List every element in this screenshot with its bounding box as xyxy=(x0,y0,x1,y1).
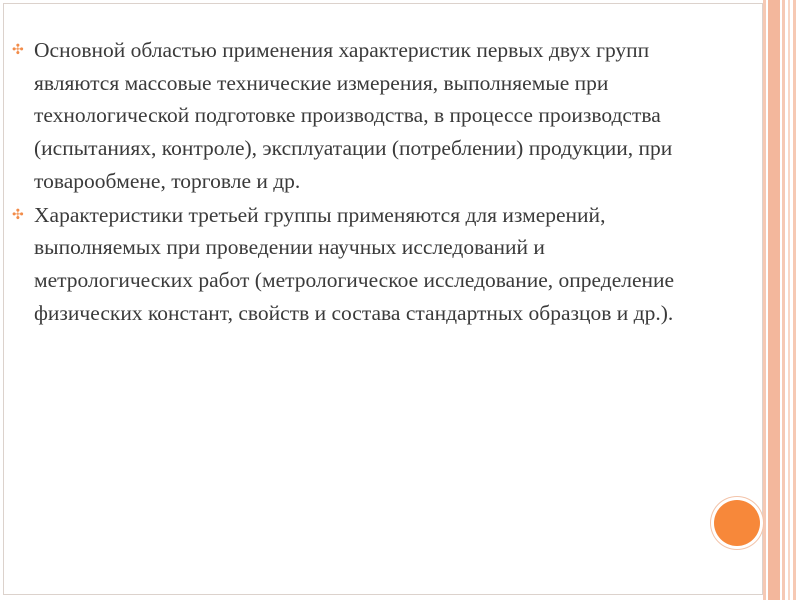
decorative-stripe xyxy=(768,0,780,600)
bullet-list xyxy=(12,34,702,330)
decorative-stripe xyxy=(788,0,790,600)
list-item xyxy=(12,34,702,198)
list-item xyxy=(12,199,702,330)
cross-bullet-icon: ✣ xyxy=(12,42,24,58)
orange-circle-ornament xyxy=(714,500,760,546)
list-item-text: Основной областью применения характеристик первых двух групп являются массовые технические измерения, выполняемые при технологической подготовке производства, в процессе производства (испытаниях, контроле), эксплуатации (потреблении) продукции, при товарообмене, торговле и др. xyxy=(34,38,673,193)
list-item-text: Характеристики третьей группы применяются для измерений, выполняемых при проведении научных исследований и метрологических работ (метрологическое исследование, определение физических констант, свойств и состава стандартных образцов и др.). xyxy=(34,202,675,325)
decorative-stripe xyxy=(793,0,796,600)
decorative-stripe xyxy=(763,0,766,600)
cross-bullet-icon: ✣ xyxy=(12,206,24,223)
decorative-stripe xyxy=(782,0,785,600)
